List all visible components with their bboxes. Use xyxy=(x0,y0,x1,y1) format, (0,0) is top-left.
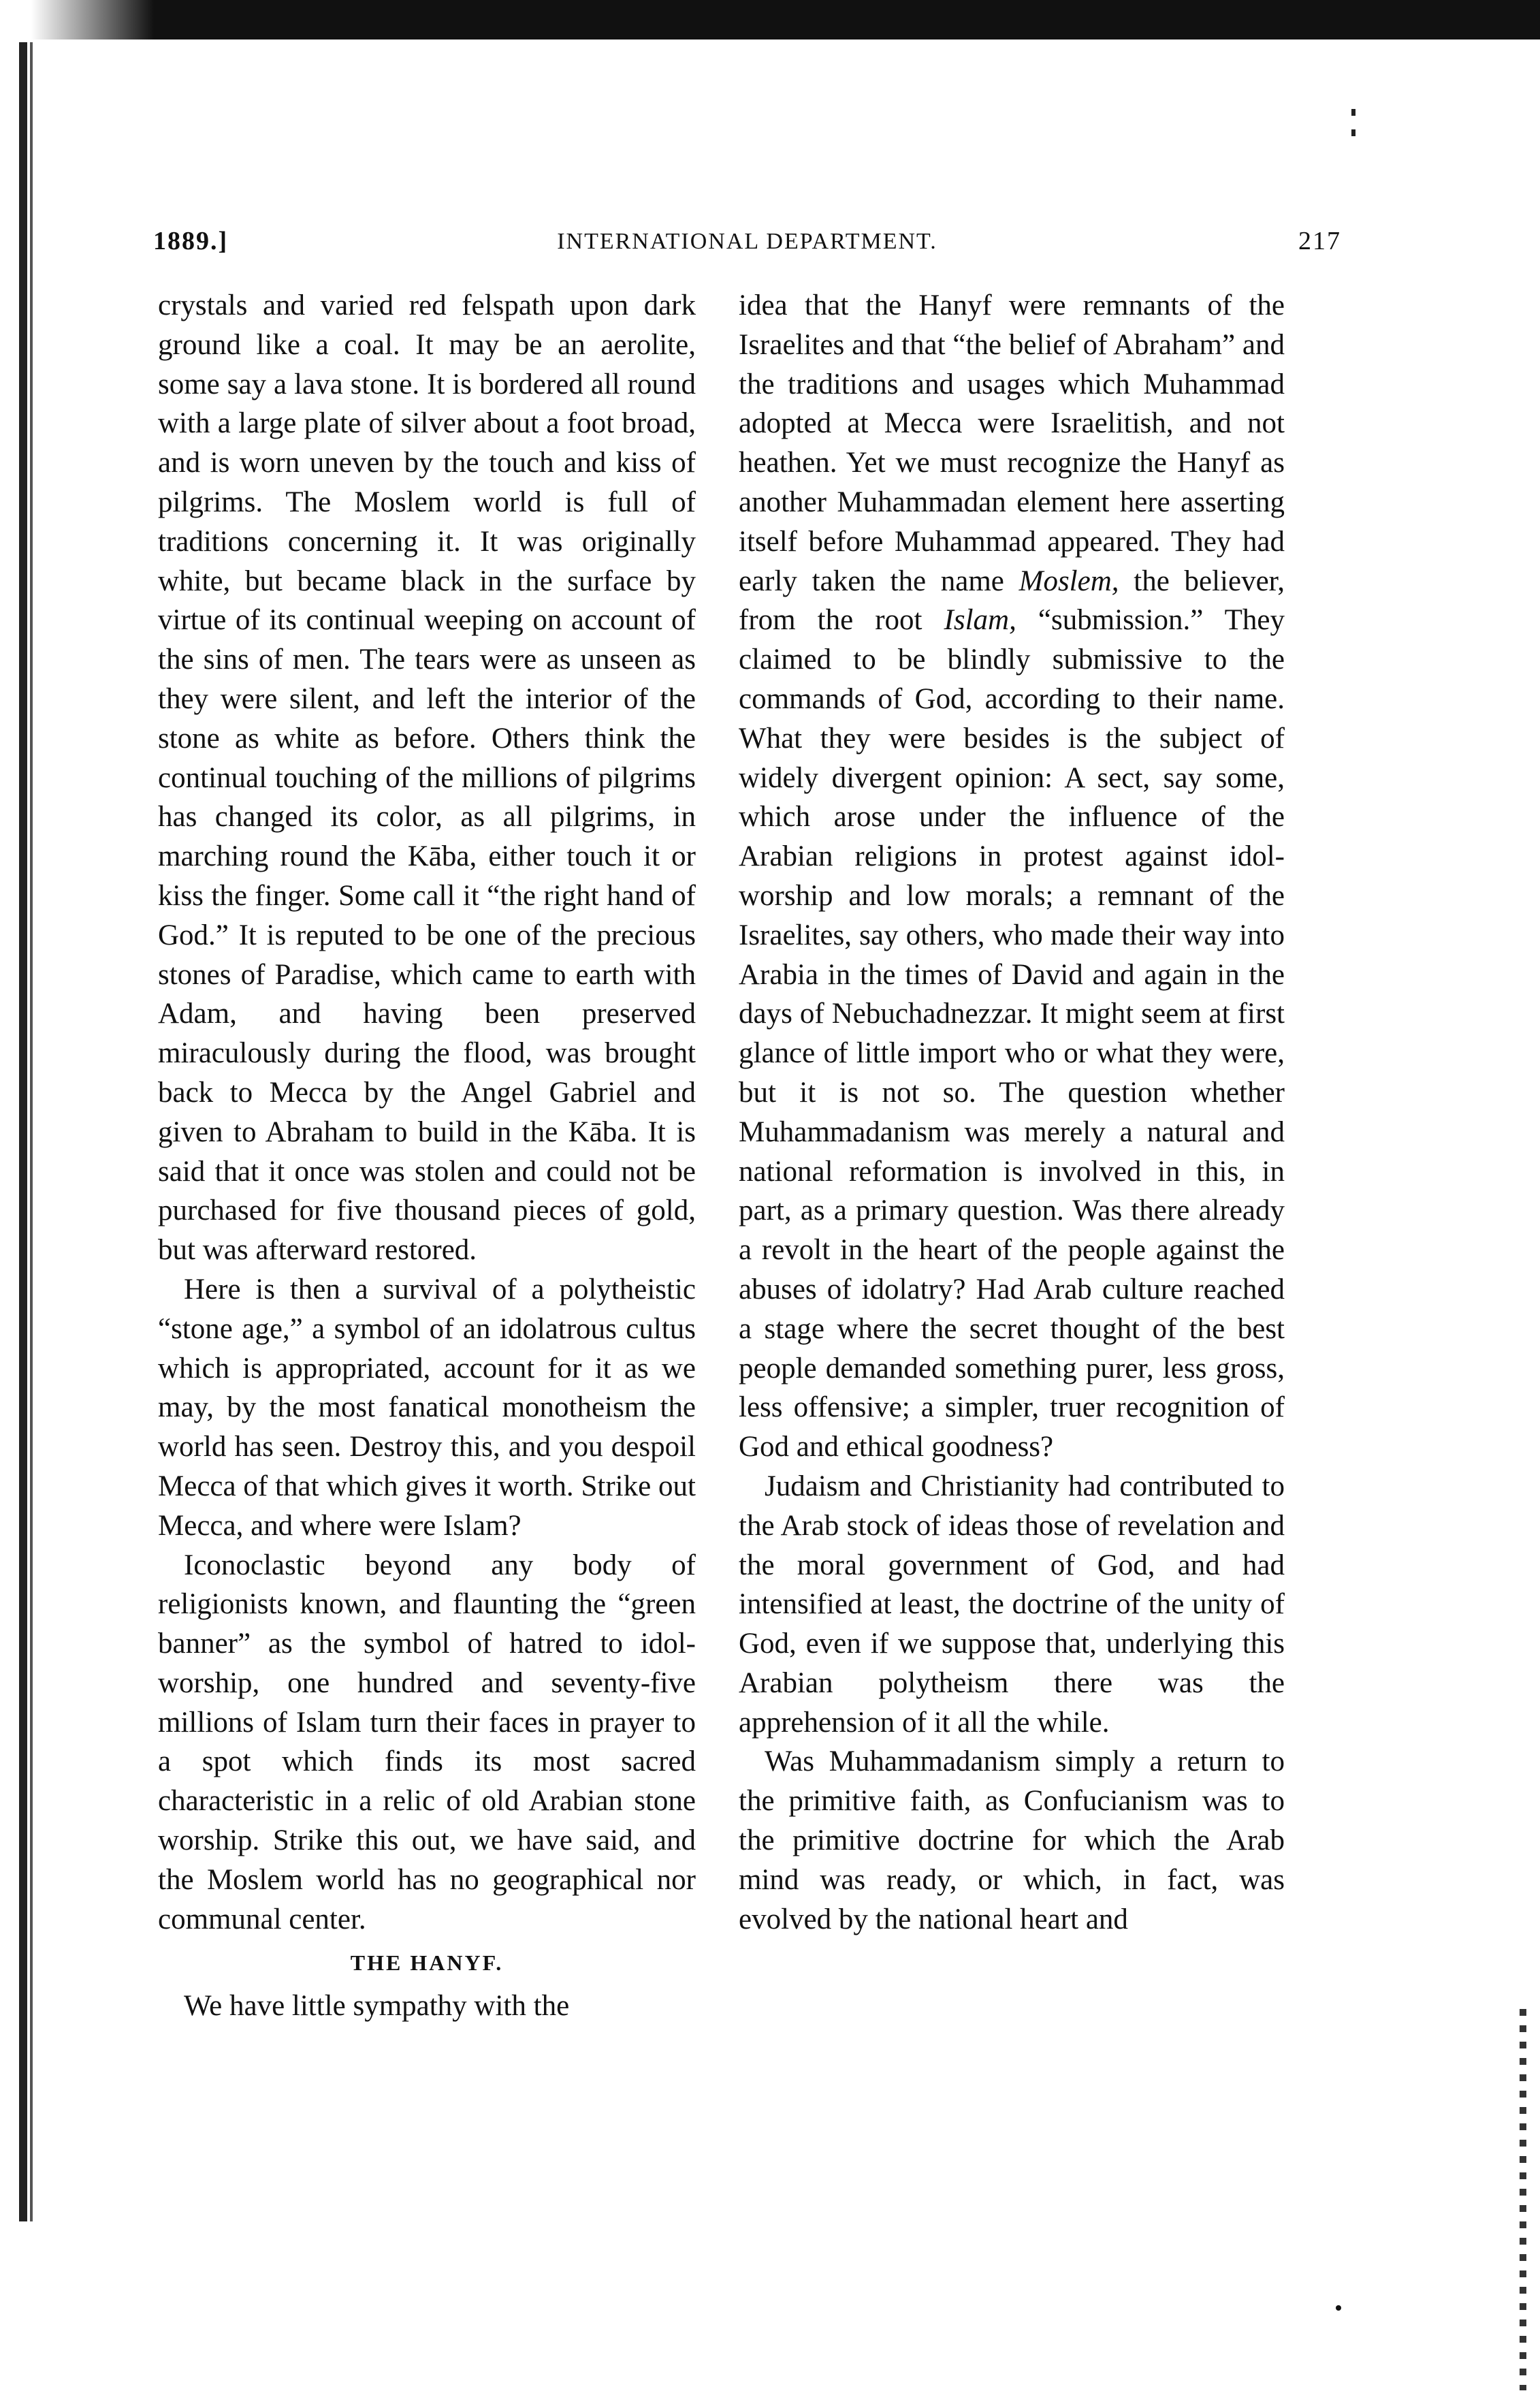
margin-speck xyxy=(1336,2305,1341,2311)
paragraph xyxy=(739,286,1285,1467)
page-number: 217 xyxy=(1298,227,1341,255)
right-column xyxy=(739,286,1285,1939)
section-heading: THE HANYF. xyxy=(350,1950,504,1976)
running-header xyxy=(153,226,1341,267)
paragraph: Judaism and Christianity had contributed to the Arab stock of ideas those of revelation and the moral government of God, and had intensified at least, the doctrine of the unity of God, even if we suppose that, underlying this Arabian polytheism there was the apprehension of it all the while. xyxy=(739,1470,1285,1739)
paragraph: Was Muhammadanism simply a return to the primitive faith, as Confucianism was to the primitive doctrine for which the Arab mind was ready, or which, in fact, was evolved by the national heart and xyxy=(739,1745,1285,1935)
scan-right-marks xyxy=(1520,2009,1526,2390)
italic-term: Islam, xyxy=(944,604,1016,637)
left-column xyxy=(158,286,696,2026)
margin-speck xyxy=(1351,129,1355,136)
scan-top-border xyxy=(0,0,1540,39)
text-run: the believer, from the root xyxy=(739,565,1285,637)
italic-term: Moslem, xyxy=(1018,565,1119,597)
margin-speck xyxy=(1351,109,1355,116)
paragraph: Here is then a survival of a polytheistic “stone age,” a symbol of an idolatrous cultus which is appropriated, account for it as we may, by the most fanatical monotheism the world has seen. Destroy this, and you despoil Mecca of that which gives it worth. Strike out Mecca, and where were Islam? xyxy=(158,1273,696,1542)
paragraph: We have little sympathy with the xyxy=(184,1990,570,2023)
text-run: idea that the Hanyf were remnants of the Israelites and that “the belief of Abraham” and the traditions and usages which Muhammad adopted at Mecca were Israelitish, and not heathen. Yet we must recognize the Hanyf as another Muhammadan element here asserting itself before Muhammad appeared. They had early taken the name xyxy=(739,289,1285,597)
scan-left-border-shadow xyxy=(30,42,33,2221)
header-year: 1889.] xyxy=(153,227,229,255)
scan-left-border xyxy=(19,42,27,2221)
paragraph: crystals and varied red felspath upon dark ground like a coal. It may be an aerolite, some say a lava stone. It is bordered all round with a large plate of silver about a foot broad, and is worn uneven by the touch and kiss of pilgrims. The Moslem world is full of traditions concerning it. It was originally white, but became black in the surface by virtue of its continual weeping on account of the sins of men. The tears were as unseen as they were silent, and left the interior of the stone as white as before. Others think the continual touching of the millions of pilgrims has changed its color, as all pilgrims, in marching round the Kāba, either touch it or kiss the finger. Some call it “the right hand of God.” It is reputed to be one of the precious stones of Paradise, which came to earth with Adam, and having been preserved miraculously during the flood, was brought back to Mecca by the Angel Gabriel and given to Abraham to build in the Kāba. It is said that it once was stolen and could not be purchased for five thousand pieces of gold, but was afterward restored. xyxy=(158,289,696,1267)
text-run: “submission.” They claimed to be blindly submissive to the commands of God, according to their name. What they were besides is the subject of widely divergent opinion: A sect, say some, which arose under the influence of the Arabian religions in protest against idol-worship and low morals; a remnant of the Israelites, say others, who made their way into Arabia in the times of David and again in the days of Nebuchadnezzar. It might seem at first glance of little import who or what they were, but it is not so. The question whether Muhammadanism was merely a natural and national reformation is involved in this, in part, as a primary question. Was there already a revolt in the heart of the people against the abuses of idolatry? Had Arab culture reached a stage where the secret thought of the best people demanded something purer, less gross, less offensive; a simpler, truer recognition of God and ethical goodness? xyxy=(739,604,1285,1463)
header-title: INTERNATIONAL DEPARTMENT. xyxy=(557,229,937,254)
paragraph: Iconoclastic beyond any body of religionists known, and flaunting the “green banner” as the symbol of hatred to idol-worship, one hundred and seventy-five millions of Islam turn their faces in prayer to a spot which finds its most sacred characteristic in a relic of old Arabian stone worship. Strike this out, we have said, and the Moslem world has no geographical nor communal center. xyxy=(158,1549,696,1935)
